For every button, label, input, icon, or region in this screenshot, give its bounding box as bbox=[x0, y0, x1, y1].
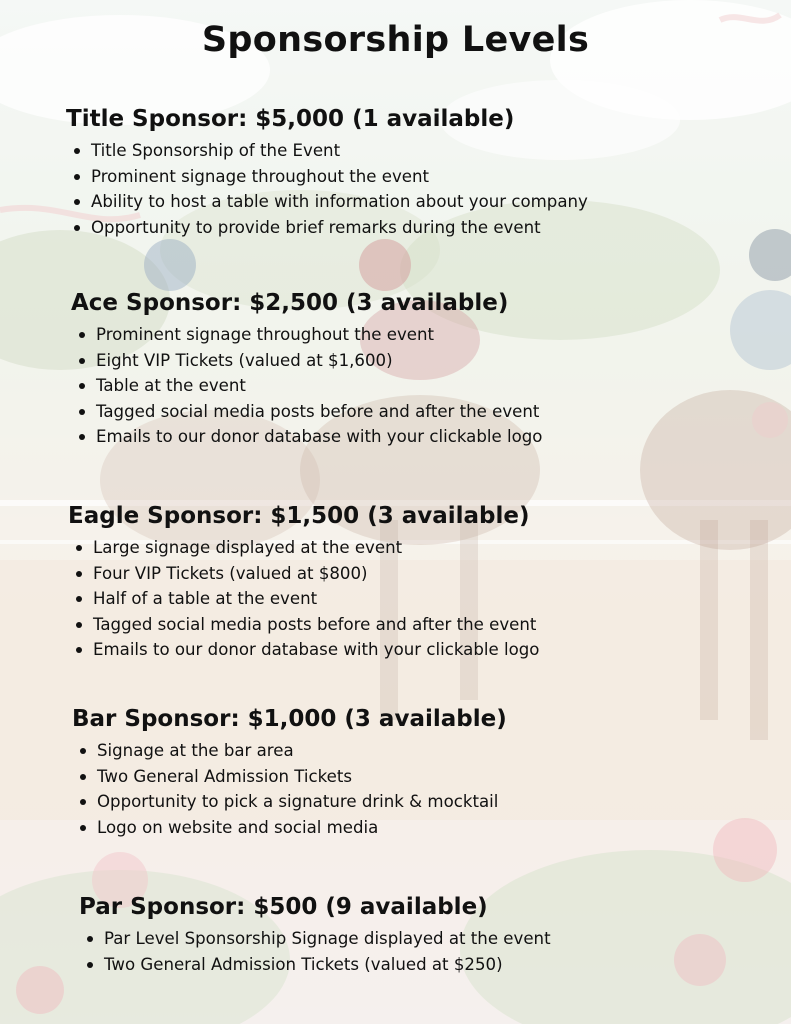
benefit-text: Par Level Sponsorship Signage displayed at the event bbox=[104, 929, 551, 948]
benefit-list bbox=[68, 535, 539, 663]
benefit-item bbox=[66, 138, 588, 164]
sponsor-level-par bbox=[79, 894, 551, 977]
benefit-item bbox=[72, 815, 507, 841]
benefit-item bbox=[68, 561, 539, 587]
benefit-text: Emails to our donor database with your clickable logo bbox=[93, 640, 540, 660]
benefit-text: Tagged social media posts before and after the event bbox=[93, 614, 537, 634]
level-heading: Ace Sponsor: $2,500 (3 available) bbox=[71, 290, 509, 316]
benefit-item bbox=[71, 373, 542, 399]
benefit-item bbox=[71, 424, 542, 450]
benefit-item bbox=[72, 764, 507, 790]
benefit-item bbox=[71, 348, 542, 374]
benefit-list bbox=[66, 138, 588, 240]
bullet-icon bbox=[79, 434, 85, 440]
bullet-icon bbox=[80, 799, 86, 805]
benefit-item bbox=[66, 215, 588, 241]
benefit-item bbox=[71, 399, 542, 425]
benefit-text: Table at the event bbox=[96, 376, 246, 396]
sponsor-level-title bbox=[66, 106, 588, 240]
benefit-item bbox=[72, 789, 507, 815]
bullet-icon bbox=[80, 825, 86, 831]
benefit-text: Logo on website and social media bbox=[97, 817, 379, 837]
sponsor-level-ace bbox=[71, 290, 542, 450]
level-heading: Bar Sponsor: $1,000 (3 available) bbox=[72, 706, 507, 732]
benefit-item bbox=[72, 738, 507, 764]
bullet-icon bbox=[74, 225, 80, 231]
benefit-list bbox=[72, 738, 507, 840]
benefit-item bbox=[79, 952, 551, 978]
benefit-text: Prominent signage throughout the event bbox=[91, 166, 430, 186]
benefit-list bbox=[79, 926, 551, 977]
bullet-icon bbox=[76, 571, 82, 577]
bullet-icon bbox=[76, 545, 82, 551]
benefit-item bbox=[79, 926, 551, 952]
level-heading: Title Sponsor: $5,000 (1 available) bbox=[66, 106, 515, 132]
bullet-icon bbox=[87, 962, 93, 968]
benefit-text: Ability to host a table with information about your company bbox=[91, 192, 588, 212]
bullet-icon bbox=[80, 774, 86, 780]
benefit-item bbox=[68, 612, 539, 638]
sponsor-level-eagle bbox=[68, 503, 539, 663]
bullet-icon bbox=[79, 332, 85, 338]
bullet-icon bbox=[76, 647, 82, 653]
benefit-item bbox=[66, 189, 588, 215]
benefit-text: Four VIP Tickets (valued at $800) bbox=[93, 563, 368, 583]
benefit-item bbox=[71, 322, 542, 348]
bullet-icon bbox=[76, 596, 82, 602]
bullet-icon bbox=[74, 199, 80, 205]
benefit-item bbox=[66, 164, 588, 190]
page-title: Sponsorship Levels bbox=[201, 20, 590, 60]
bullet-icon bbox=[87, 936, 93, 942]
benefit-text: Emails to our donor database with your clickable logo bbox=[96, 427, 543, 447]
benefit-text: Title Sponsorship of the Event bbox=[91, 141, 341, 160]
level-heading: Par Sponsor: $500 (9 available) bbox=[79, 894, 488, 920]
benefit-text: Signage at the bar area bbox=[97, 741, 294, 760]
benefit-text: Opportunity to pick a signature drink & mocktail bbox=[97, 792, 499, 812]
benefit-item bbox=[68, 586, 539, 612]
benefit-text: Two General Admission Tickets bbox=[97, 766, 353, 786]
bullet-icon bbox=[80, 748, 86, 754]
benefit-text: Prominent signage throughout the event bbox=[96, 325, 435, 344]
benefit-text: Half of a table at the event bbox=[93, 589, 318, 609]
benefit-item bbox=[68, 637, 539, 663]
benefit-text: Eight VIP Tickets (valued at $1,600) bbox=[96, 350, 393, 370]
bullet-icon bbox=[76, 622, 82, 628]
bullet-icon bbox=[79, 383, 85, 389]
bullet-icon bbox=[74, 174, 80, 180]
benefit-text: Large signage displayed at the event bbox=[93, 538, 403, 557]
benefit-text: Tagged social media posts before and after the event bbox=[96, 401, 540, 421]
benefit-item bbox=[68, 535, 539, 561]
bullet-icon bbox=[79, 358, 85, 364]
sponsor-level-bar bbox=[72, 706, 507, 840]
level-heading: Eagle Sponsor: $1,500 (3 available) bbox=[68, 503, 530, 529]
benefit-list bbox=[71, 322, 542, 450]
bullet-icon bbox=[74, 148, 80, 154]
benefit-text: Opportunity to provide brief remarks during the event bbox=[91, 217, 541, 237]
benefit-text: Two General Admission Tickets (valued at $250) bbox=[104, 954, 503, 974]
bullet-icon bbox=[79, 409, 85, 415]
